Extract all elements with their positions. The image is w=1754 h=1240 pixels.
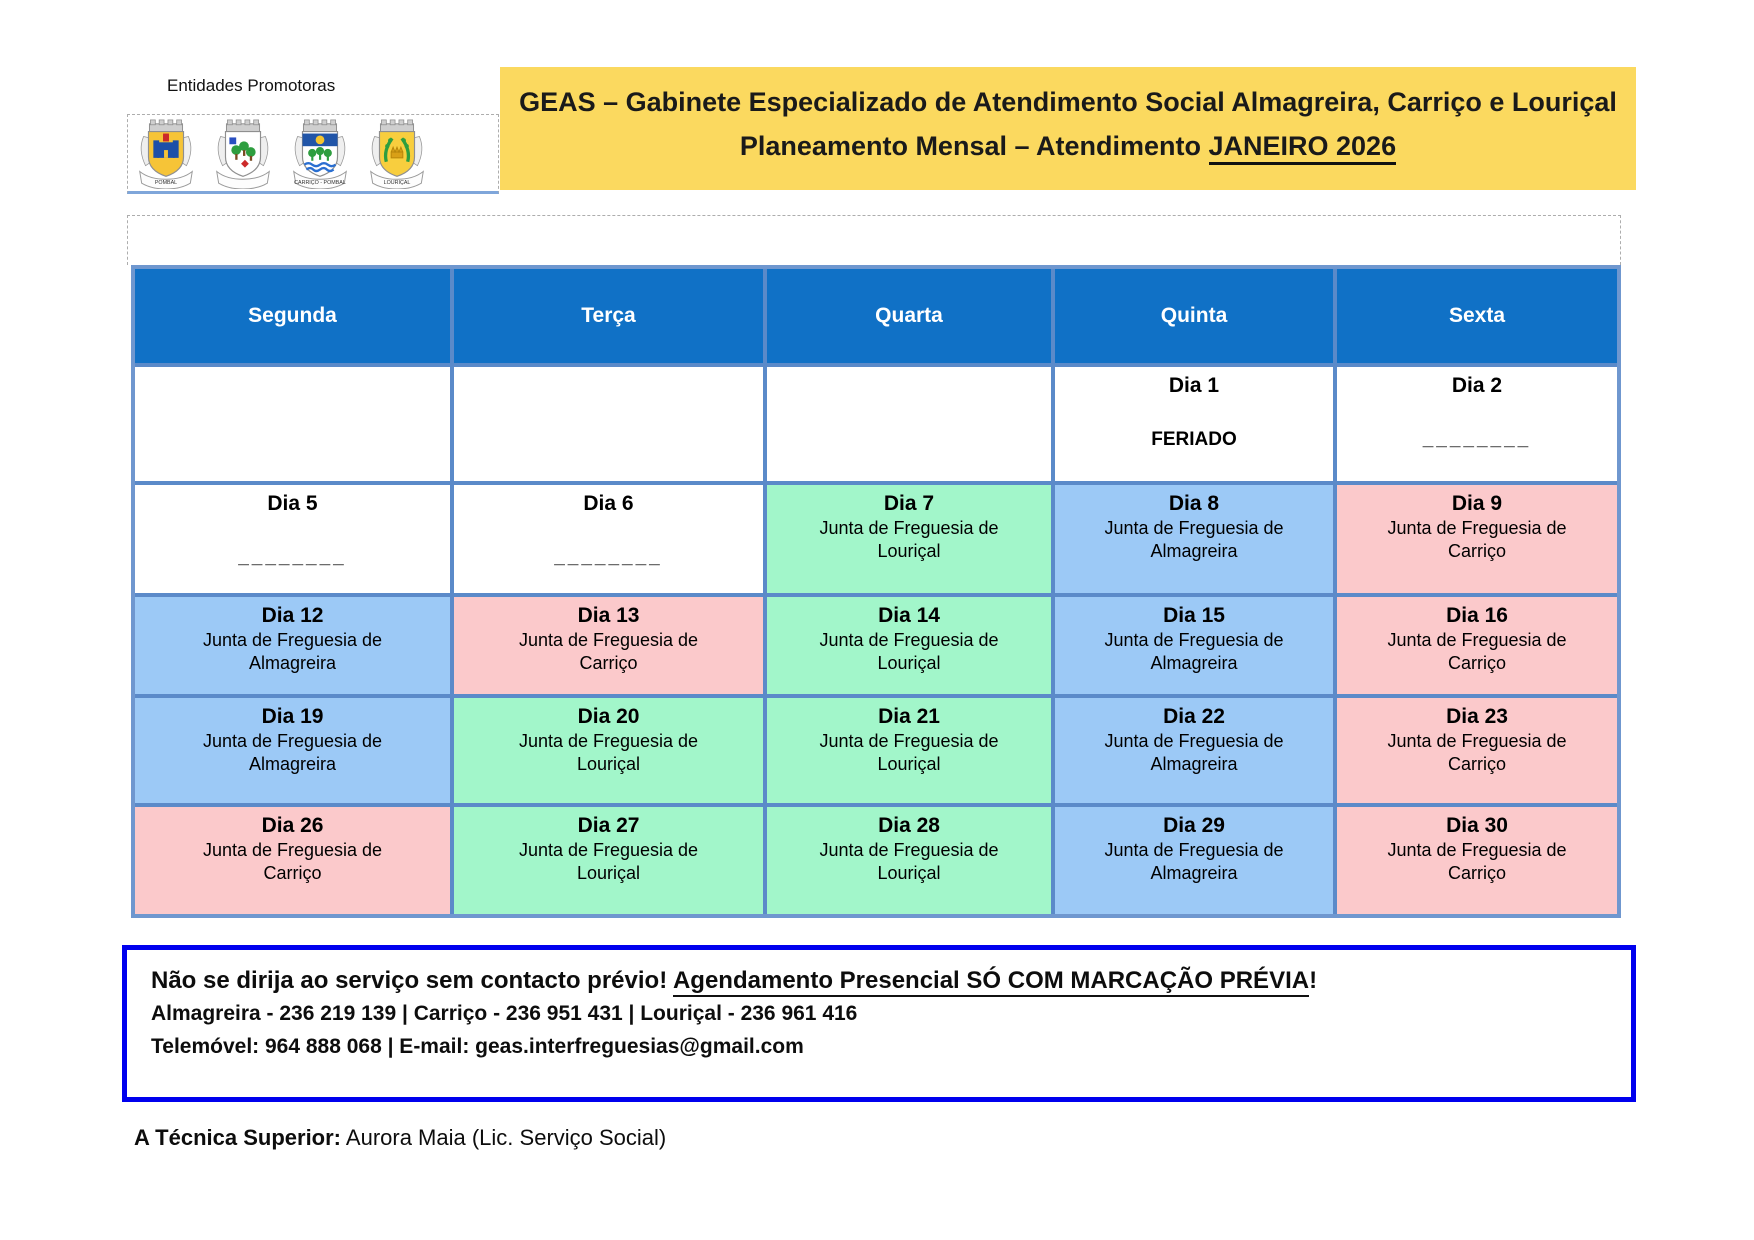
cell-org: Junta de Freguesia de bbox=[1104, 731, 1284, 751]
crest-pombal bbox=[132, 117, 200, 189]
calendar-cell-empty bbox=[135, 367, 450, 481]
cell-place: Carriço bbox=[1447, 653, 1506, 673]
cell-blank-dashes: ________ bbox=[1422, 429, 1532, 450]
cell-org: Junta de Freguesia de bbox=[1387, 630, 1567, 650]
calendar-cell-dia-8 bbox=[1055, 485, 1333, 593]
cell-day-label: Dia 7 bbox=[883, 492, 935, 515]
weekday-header-quarta: Quarta bbox=[767, 269, 1051, 363]
dashed-spacer bbox=[127, 215, 1621, 265]
cell-org: Junta de Freguesia de bbox=[819, 840, 999, 860]
calendar-cell-dia-12 bbox=[135, 597, 450, 694]
calendar-cell-dia-20 bbox=[454, 698, 763, 803]
cell-day-label: Dia 12 bbox=[261, 604, 324, 627]
cell-org: Junta de Freguesia de bbox=[202, 840, 383, 860]
cell-place: Almagreira bbox=[248, 653, 337, 673]
notice-box bbox=[122, 945, 1636, 1102]
cell-place: Almagreira bbox=[1150, 653, 1238, 673]
calendar-cell-dia-6 bbox=[454, 485, 763, 593]
crest-lourical bbox=[363, 117, 431, 189]
weekday-header-sexta: Sexta bbox=[1337, 269, 1617, 363]
cell-place: Carriço bbox=[579, 653, 638, 673]
cell-place: Almagreira bbox=[248, 754, 337, 774]
cell-place: Louriçal bbox=[576, 754, 641, 774]
notice-phones: Almagreira - 236 219 139 | Carriço - 236 951 431 | Louriçal - 236 961 416 bbox=[151, 1002, 858, 1025]
cell-day-label: Dia 15 bbox=[1163, 604, 1225, 627]
cell-day-label: Dia 28 bbox=[878, 814, 940, 837]
cell-day-label: Dia 26 bbox=[261, 814, 324, 837]
cell-org: Junta de Freguesia de bbox=[1387, 518, 1567, 538]
cell-place: Louriçal bbox=[877, 863, 941, 883]
cell-org: Junta de Freguesia de bbox=[1104, 518, 1284, 538]
cell-place: Carriço bbox=[1447, 863, 1506, 883]
cell-org: Junta de Freguesia de bbox=[1387, 840, 1567, 860]
notice-mobile-email: Telemóvel: 964 888 068 | E-mail: geas.interfreguesias@gmail.com bbox=[151, 1035, 804, 1058]
cell-org: Junta de Freguesia de bbox=[518, 630, 699, 650]
calendar-cell-dia-26 bbox=[135, 807, 450, 914]
signature-value: Aurora Maia (Lic. Serviço Social) bbox=[341, 1125, 667, 1150]
cell-day-label: Dia 13 bbox=[577, 604, 640, 627]
calendar-cell-dia-30 bbox=[1337, 807, 1617, 914]
cell-day-label: Dia 9 bbox=[1451, 492, 1503, 515]
calendar-cell-dia-23 bbox=[1337, 698, 1617, 803]
calendar-cell-dia-27 bbox=[454, 807, 763, 914]
promoters-label: Entidades Promotoras bbox=[167, 76, 336, 95]
cell-day-label: Dia 5 bbox=[267, 492, 318, 515]
cell-day-label: Dia 6 bbox=[583, 492, 634, 515]
cell-org: Junta de Freguesia de bbox=[819, 731, 999, 751]
calendar-table bbox=[131, 265, 1621, 918]
svg-text:CARRIÇO - POMBAL: CARRIÇO - POMBAL bbox=[294, 180, 346, 187]
cell-org: Junta de Freguesia de bbox=[819, 518, 999, 538]
calendar-cell-dia-16 bbox=[1337, 597, 1617, 694]
cell-place: Carriço bbox=[1447, 541, 1506, 561]
cell-org: Junta de Freguesia de bbox=[1104, 840, 1284, 860]
cell-org: Junta de Freguesia de bbox=[819, 630, 999, 650]
cell-org: Junta de Freguesia de bbox=[202, 731, 383, 751]
crest-almagreira bbox=[209, 117, 277, 189]
calendar-cell-empty bbox=[454, 367, 763, 481]
weekday-header-segunda: Segunda bbox=[135, 269, 450, 363]
cell-day-label: Dia 22 bbox=[1163, 705, 1225, 728]
cell-day-label: Dia 8 bbox=[1168, 492, 1220, 515]
banner-month-underlined: JANEIRO 2026 bbox=[1209, 131, 1397, 165]
cell-day-label: Dia 19 bbox=[261, 705, 324, 728]
signature-label: A Técnica Superior: bbox=[134, 1125, 342, 1150]
cell-org: Junta de Freguesia de bbox=[1104, 630, 1284, 650]
calendar-cell-dia-2 bbox=[1337, 367, 1617, 481]
cell-day-label: Dia 16 bbox=[1446, 604, 1508, 627]
cell-place: Louriçal bbox=[576, 863, 641, 883]
calendar-cell-dia-14 bbox=[767, 597, 1051, 694]
cell-place: Almagreira bbox=[1150, 541, 1238, 561]
banner-title-line1: GEAS – Gabinete Especializado de Atendimento Social Almagreira, Carriço e Louriçal bbox=[519, 87, 1617, 117]
calendar-cell-dia-9 bbox=[1337, 485, 1617, 593]
cell-place: Louriçal bbox=[877, 541, 941, 561]
cell-blank-dashes: ________ bbox=[238, 547, 347, 568]
cell-place: Louriçal bbox=[877, 653, 941, 673]
signature-line bbox=[134, 1125, 666, 1151]
calendar-cell-dia-15 bbox=[1055, 597, 1333, 694]
weekday-header-quinta: Quinta bbox=[1055, 269, 1333, 363]
calendar-cell-empty bbox=[767, 367, 1051, 481]
calendar-cell-dia-1 bbox=[1055, 367, 1333, 481]
cell-org: Junta de Freguesia de bbox=[518, 731, 699, 751]
calendar-cell-dia-22 bbox=[1055, 698, 1333, 803]
calendar-cell-dia-19 bbox=[135, 698, 450, 803]
cell-place: Carriço bbox=[1447, 754, 1506, 774]
title-banner bbox=[500, 67, 1636, 190]
calendar-cell-dia-21 bbox=[767, 698, 1051, 803]
cell-day-label: Dia 14 bbox=[878, 604, 940, 627]
cell-day-label: Dia 1 bbox=[1168, 374, 1220, 397]
svg-text:LOURIÇAL: LOURIÇAL bbox=[383, 180, 411, 187]
cell-day-label: Dia 20 bbox=[577, 705, 640, 728]
cell-day-label: Dia 2 bbox=[1451, 374, 1503, 397]
cell-org: Junta de Freguesia de bbox=[202, 630, 383, 650]
svg-text:POMBAL: POMBAL bbox=[154, 180, 178, 187]
calendar-cell-dia-13 bbox=[454, 597, 763, 694]
crest-carrico bbox=[286, 117, 354, 189]
cell-day-label: Dia 27 bbox=[577, 814, 640, 837]
cell-place: Carriço bbox=[263, 863, 322, 883]
cell-day-label: Dia 29 bbox=[1163, 814, 1225, 837]
cell-day-label: Dia 30 bbox=[1446, 814, 1508, 837]
weekday-header-terça: Terça bbox=[454, 269, 763, 363]
cell-place: Almagreira bbox=[1150, 863, 1238, 883]
cell-day-label: Dia 23 bbox=[1446, 705, 1508, 728]
cell-day-label: Dia 21 bbox=[878, 705, 940, 728]
cell-place: Almagreira bbox=[1150, 754, 1238, 774]
cell-blank-dashes: ________ bbox=[554, 547, 663, 568]
cell-place: Louriçal bbox=[877, 754, 941, 774]
promoters-logo-box bbox=[127, 114, 499, 194]
banner-title-line2: Planeamento Mensal – Atendimento JANEIRO 2026 bbox=[500, 124, 1636, 168]
calendar-cell-dia-5 bbox=[135, 485, 450, 593]
cell-org: Junta de Freguesia de bbox=[518, 840, 699, 860]
notice-line1: Não se dirija ao serviço sem contacto prévio! Agendamento Presencial SÓ COM MARCAÇÃO PRÉVIA! bbox=[151, 964, 1631, 997]
notice-line1-underlined: Agendamento Presencial SÓ COM MARCAÇÃO PRÉVIA bbox=[673, 967, 1309, 997]
cell-org: Junta de Freguesia de bbox=[1387, 731, 1567, 751]
cell-special: FERIADO bbox=[1151, 429, 1237, 450]
calendar-cell-dia-28 bbox=[767, 807, 1051, 914]
calendar-cell-dia-7 bbox=[767, 485, 1051, 593]
calendar-cell-dia-29 bbox=[1055, 807, 1333, 914]
